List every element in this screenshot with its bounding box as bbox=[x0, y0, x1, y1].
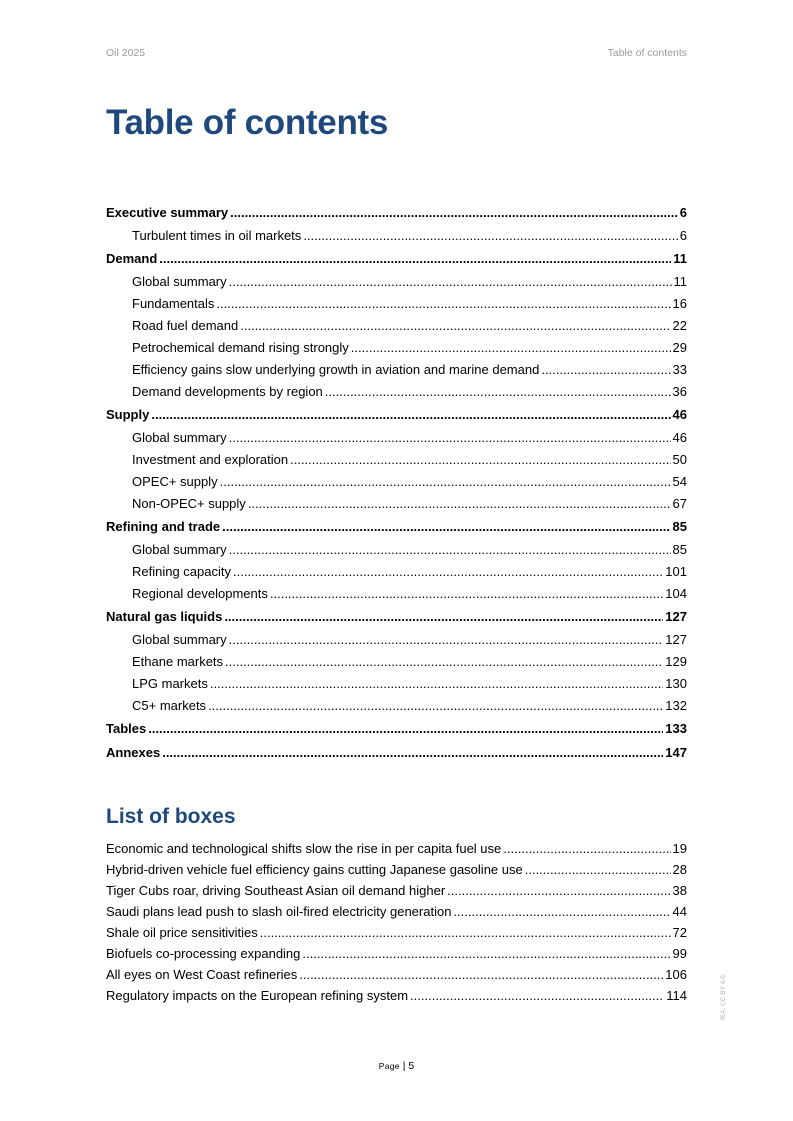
toc-page-number: 6 bbox=[679, 205, 687, 220]
toc-page-number: 67 bbox=[672, 496, 687, 511]
toc-entry[interactable] bbox=[106, 561, 687, 583]
dot-leader bbox=[299, 964, 663, 985]
toc-label: Investment and exploration bbox=[132, 452, 289, 467]
toc-section[interactable] bbox=[106, 403, 687, 427]
toc-label: Demand bbox=[106, 251, 158, 266]
dot-leader bbox=[233, 561, 663, 583]
toc-page-number: 129 bbox=[665, 654, 687, 669]
toc-label: Global summary bbox=[132, 632, 227, 647]
toc-section[interactable] bbox=[106, 515, 687, 539]
page-title: Table of contents bbox=[106, 103, 389, 142]
box-page-number: 114 bbox=[666, 988, 687, 1003]
dot-leader bbox=[229, 629, 664, 651]
toc-page-number: 132 bbox=[665, 698, 687, 713]
toc-label: C5+ markets bbox=[132, 698, 207, 713]
toc-entry[interactable] bbox=[106, 651, 687, 673]
toc-page-number: 50 bbox=[672, 452, 687, 467]
toc-label: Road fuel demand bbox=[132, 318, 239, 333]
toc-label: Global summary bbox=[132, 274, 227, 289]
toc-label: Natural gas liquids bbox=[106, 609, 223, 624]
toc-page-number: 133 bbox=[665, 721, 687, 736]
toc-entry[interactable] bbox=[106, 315, 687, 337]
dot-leader bbox=[248, 493, 671, 515]
toc-label: Demand developments by region bbox=[132, 384, 323, 399]
dot-leader bbox=[224, 605, 663, 629]
dot-leader bbox=[240, 315, 670, 337]
toc-label: Refining and trade bbox=[106, 519, 221, 534]
list-of-boxes bbox=[106, 838, 687, 1006]
box-page-number: 72 bbox=[672, 925, 687, 940]
toc-section[interactable] bbox=[106, 717, 687, 741]
dot-leader bbox=[230, 201, 678, 225]
table-of-contents bbox=[106, 201, 687, 765]
toc-entry[interactable] bbox=[106, 539, 687, 561]
dot-leader bbox=[151, 403, 670, 427]
box-label: Hybrid-driven vehicle fuel efficiency gains cutting Japanese gasoline use bbox=[106, 862, 523, 877]
dot-leader bbox=[162, 741, 663, 765]
toc-entry[interactable] bbox=[106, 381, 687, 403]
toc-label: Efficiency gains slow underlying growth in aviation and marine demand bbox=[132, 362, 540, 377]
toc-label: Global summary bbox=[132, 542, 227, 557]
toc-page-number: 16 bbox=[672, 296, 687, 311]
toc-entry[interactable] bbox=[106, 449, 687, 471]
toc-label: Annexes bbox=[106, 745, 161, 760]
dot-leader bbox=[148, 717, 663, 741]
dot-leader bbox=[325, 381, 671, 403]
box-label: All eyes on West Coast refineries bbox=[106, 967, 298, 982]
dot-leader bbox=[290, 449, 670, 471]
toc-label: Regional developments bbox=[132, 586, 268, 601]
toc-entry[interactable] bbox=[106, 695, 687, 717]
toc-page-number: 11 bbox=[673, 274, 687, 289]
dot-leader bbox=[229, 271, 672, 293]
box-label: Regulatory impacts on the European refining system bbox=[106, 988, 409, 1003]
dot-leader bbox=[410, 985, 664, 1006]
dot-leader bbox=[216, 293, 670, 315]
page-number: 5 bbox=[408, 1060, 415, 1072]
box-entry[interactable] bbox=[106, 880, 687, 901]
toc-page-number: 46 bbox=[672, 407, 687, 422]
toc-entry[interactable] bbox=[106, 673, 687, 695]
box-page-number: 44 bbox=[672, 904, 687, 919]
dot-leader bbox=[270, 583, 663, 605]
box-page-number: 28 bbox=[672, 862, 687, 877]
running-header-right: Table of contents bbox=[607, 47, 687, 59]
toc-page-number: 85 bbox=[672, 519, 687, 534]
dot-leader bbox=[453, 901, 670, 922]
dot-leader bbox=[220, 471, 671, 493]
toc-page-number: 46 bbox=[672, 430, 687, 445]
toc-section[interactable] bbox=[106, 201, 687, 225]
toc-page-number: 6 bbox=[679, 228, 687, 243]
dot-leader bbox=[351, 337, 671, 359]
toc-entry[interactable] bbox=[106, 471, 687, 493]
dot-leader bbox=[159, 247, 671, 271]
toc-page-number: 22 bbox=[672, 318, 687, 333]
toc-entry[interactable] bbox=[106, 293, 687, 315]
toc-page-number: 130 bbox=[665, 676, 687, 691]
toc-label: Supply bbox=[106, 407, 150, 422]
toc-entry[interactable] bbox=[106, 271, 687, 293]
dot-leader bbox=[210, 673, 663, 695]
dot-leader bbox=[229, 427, 671, 449]
toc-section[interactable] bbox=[106, 247, 687, 271]
toc-entry[interactable] bbox=[106, 359, 687, 381]
running-header-left: Oil 2025 bbox=[106, 47, 146, 59]
box-label: Saudi plans lead push to slash oil-fired electricity generation bbox=[106, 904, 452, 919]
dot-leader bbox=[525, 859, 671, 880]
toc-label: Tables bbox=[106, 721, 147, 736]
toc-entry[interactable] bbox=[106, 337, 687, 359]
toc-label: Non-OPEC+ supply bbox=[132, 496, 246, 511]
dot-leader bbox=[503, 838, 670, 859]
dot-leader bbox=[260, 922, 671, 943]
toc-page-number: 36 bbox=[672, 384, 687, 399]
dot-leader bbox=[229, 539, 671, 561]
box-entry[interactable] bbox=[106, 943, 687, 964]
toc-entry[interactable] bbox=[106, 583, 687, 605]
toc-page-number: 147 bbox=[665, 745, 687, 760]
toc-label: Turbulent times in oil markets bbox=[132, 228, 302, 243]
dot-leader bbox=[447, 880, 670, 901]
dot-leader bbox=[302, 943, 670, 964]
toc-entry[interactable] bbox=[106, 427, 687, 449]
dot-leader bbox=[303, 225, 677, 247]
toc-page-number: 85 bbox=[672, 542, 687, 557]
dot-leader bbox=[541, 359, 670, 381]
toc-entry[interactable] bbox=[106, 629, 687, 651]
list-of-boxes-title: List of boxes bbox=[106, 805, 236, 828]
toc-section[interactable] bbox=[106, 741, 687, 765]
toc-page-number: 127 bbox=[665, 632, 687, 647]
box-entry[interactable] bbox=[106, 922, 687, 943]
toc-label: Refining capacity bbox=[132, 564, 231, 579]
box-label: Biofuels co-processing expanding bbox=[106, 946, 301, 961]
toc-page-number: 127 bbox=[665, 609, 687, 624]
box-entry[interactable] bbox=[106, 859, 687, 880]
toc-label: Fundamentals bbox=[132, 296, 215, 311]
toc-label: OPEC+ supply bbox=[132, 474, 218, 489]
box-entry[interactable] bbox=[106, 985, 687, 1006]
box-entry[interactable] bbox=[106, 838, 687, 859]
box-label: Shale oil price sensitivities bbox=[106, 925, 258, 940]
toc-label: Executive summary bbox=[106, 205, 229, 220]
box-entry[interactable] bbox=[106, 964, 687, 985]
toc-entry[interactable] bbox=[106, 493, 687, 515]
page-footer: Page | 5 bbox=[378, 1060, 415, 1072]
toc-page-number: 29 bbox=[672, 340, 687, 355]
box-label: Economic and technological shifts slow the rise in per capita fuel use bbox=[106, 841, 502, 856]
toc-page-number: 54 bbox=[672, 474, 687, 489]
toc-label: Ethane markets bbox=[132, 654, 224, 669]
page-label: Page bbox=[378, 1061, 400, 1071]
license-watermark: IEA. CC BY 4.0. bbox=[720, 973, 727, 1020]
toc-page-number: 33 bbox=[672, 362, 687, 377]
toc-page-number: 11 bbox=[673, 251, 687, 266]
dot-leader bbox=[225, 651, 663, 673]
box-label: Tiger Cubs roar, driving Southeast Asian oil demand higher bbox=[106, 883, 446, 898]
box-page-number: 19 bbox=[672, 841, 687, 856]
box-page-number: 106 bbox=[665, 967, 687, 982]
box-page-number: 99 bbox=[672, 946, 687, 961]
toc-section[interactable] bbox=[106, 605, 687, 629]
dot-leader bbox=[208, 695, 663, 717]
box-page-number: 38 bbox=[672, 883, 687, 898]
toc-page-number: 104 bbox=[665, 586, 687, 601]
dot-leader bbox=[222, 515, 670, 539]
toc-label: Global summary bbox=[132, 430, 227, 445]
toc-entry[interactable] bbox=[106, 225, 687, 247]
toc-page-number: 101 bbox=[665, 564, 687, 579]
toc-label: LPG markets bbox=[132, 676, 208, 691]
box-entry[interactable] bbox=[106, 901, 687, 922]
toc-label: Petrochemical demand rising strongly bbox=[132, 340, 349, 355]
